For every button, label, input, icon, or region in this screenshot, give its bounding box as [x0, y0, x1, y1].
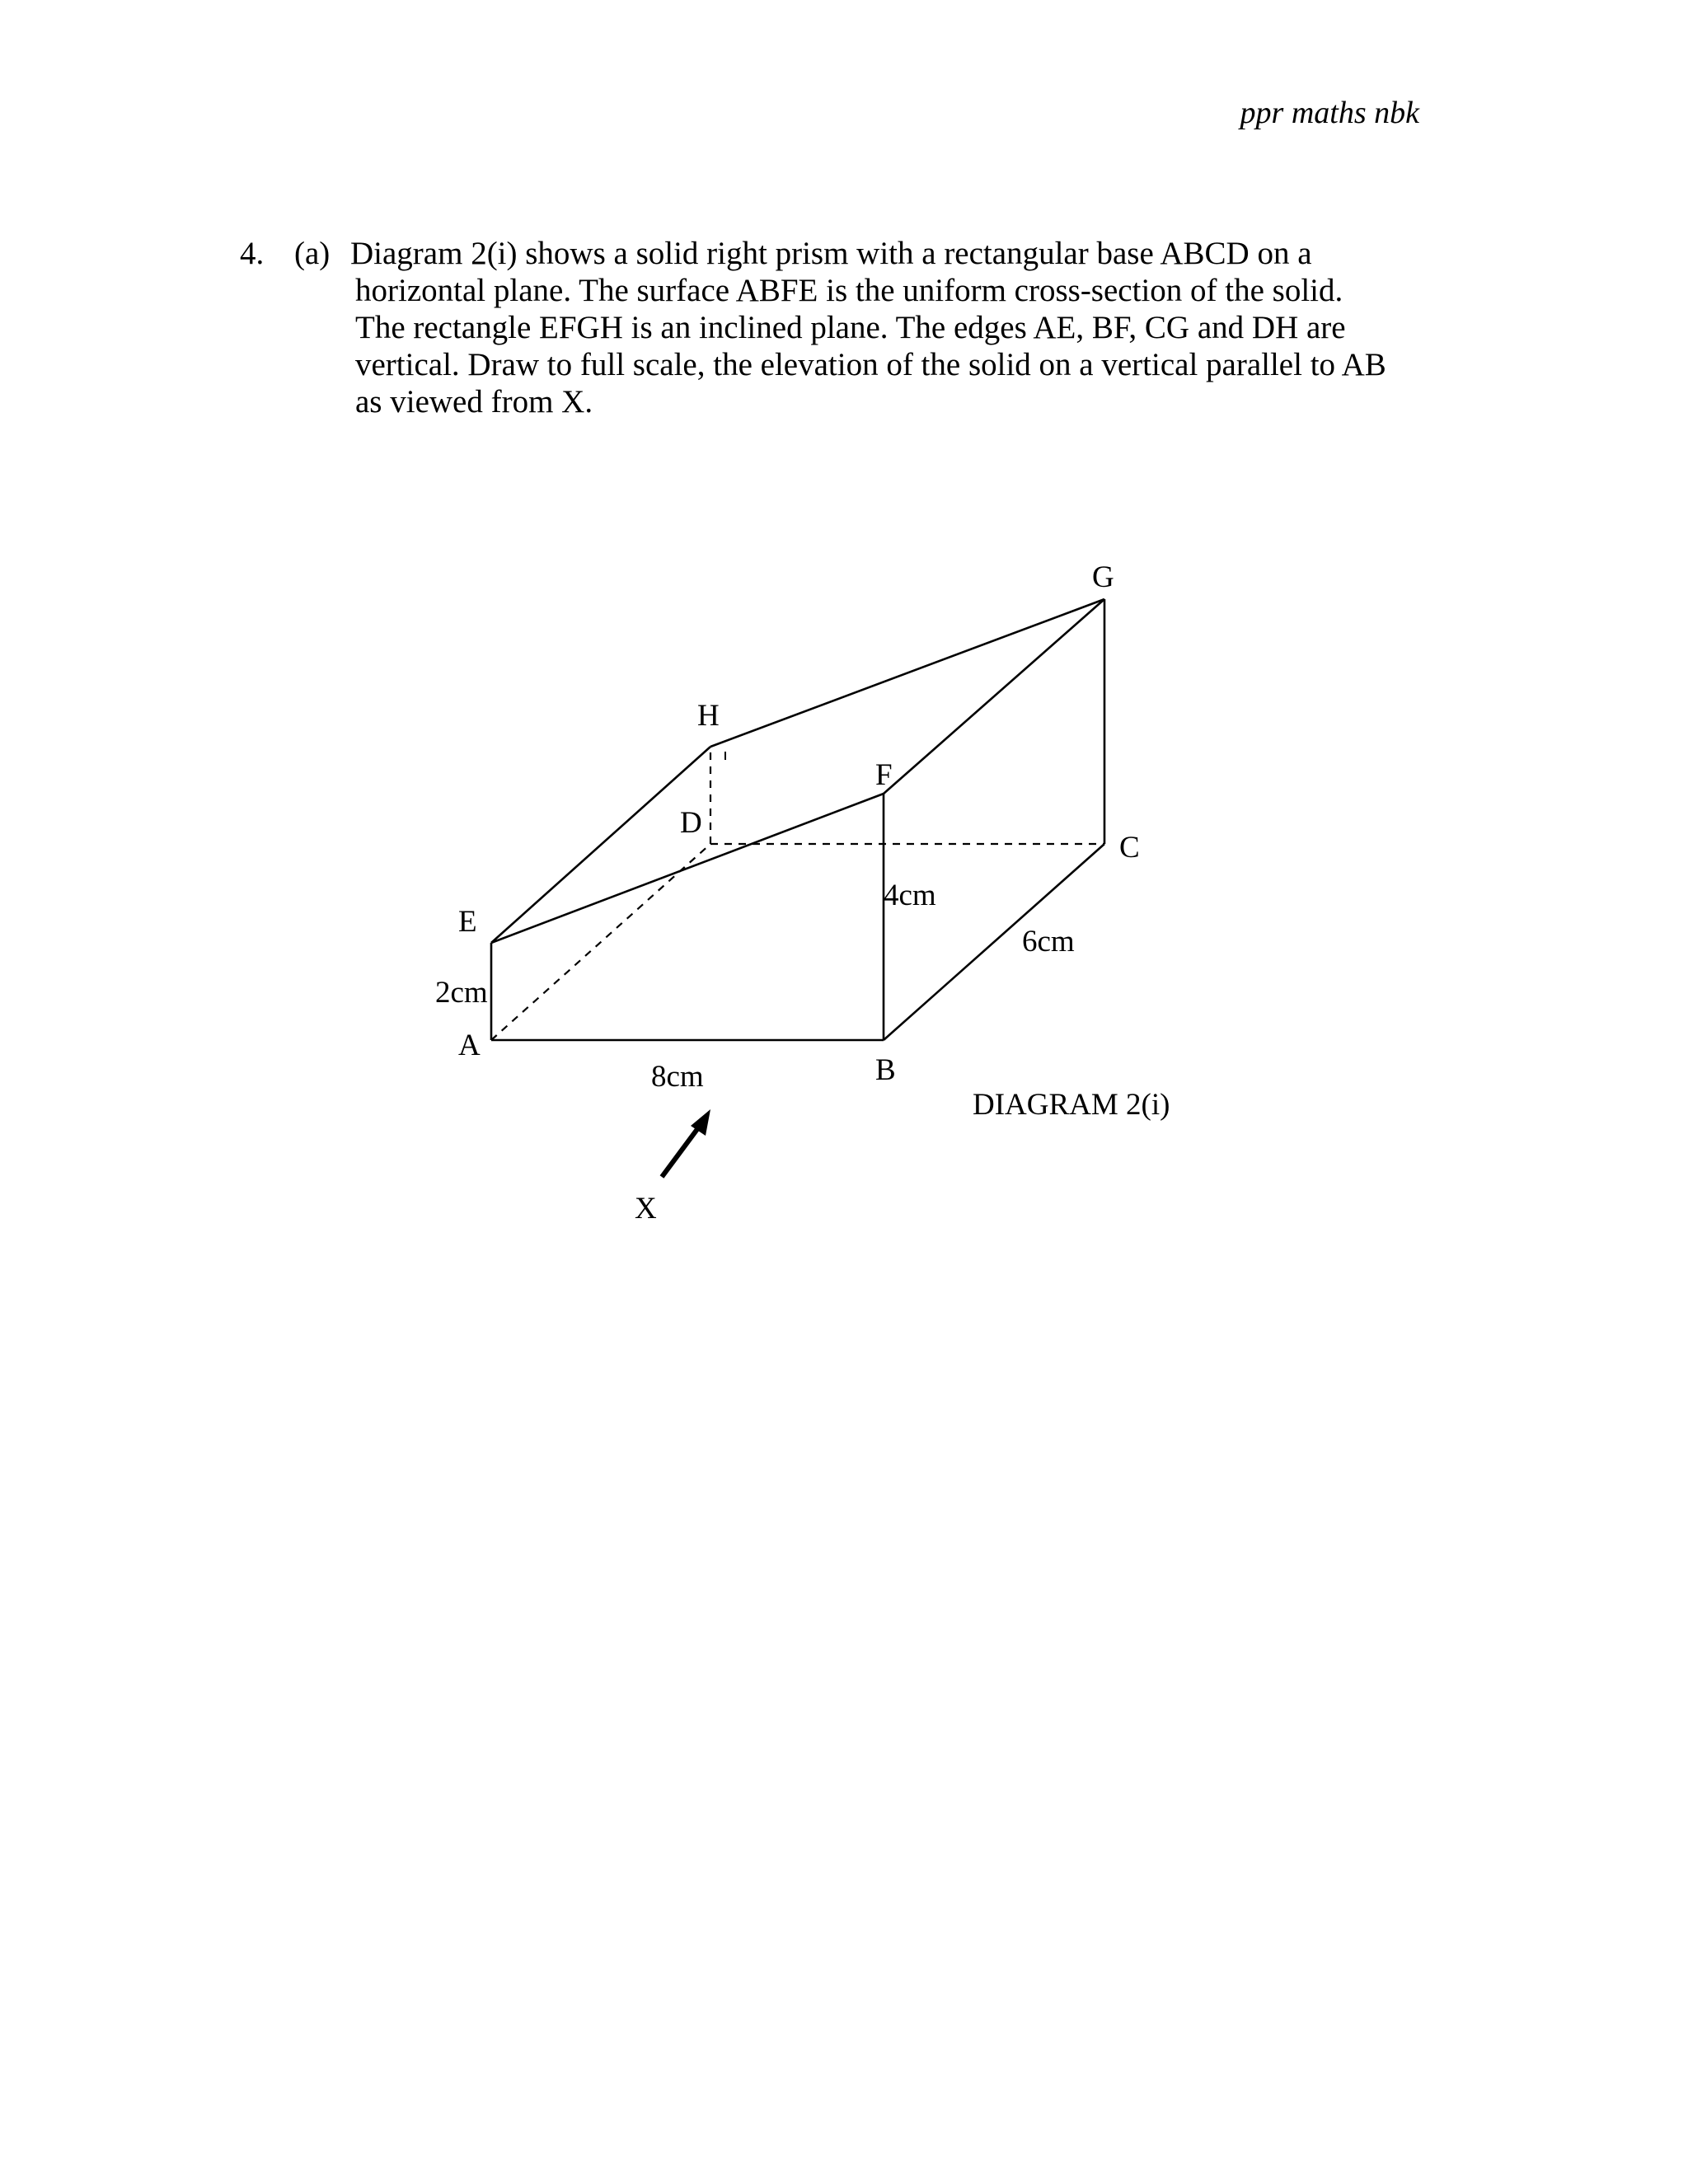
edge-FG: [884, 599, 1104, 794]
vertex-label-C: C: [1119, 831, 1140, 865]
diagram-caption: DIAGRAM 2(i): [973, 1088, 1170, 1122]
question-line: as viewed from X.: [355, 384, 593, 419]
question-line: vertical. Draw to full scale, the elevation of the solid on a vertical parallel to AB: [355, 347, 1386, 382]
dimension-label-BF: 4cm: [884, 879, 936, 912]
dimension-label-AB: 8cm: [651, 1060, 704, 1094]
vertex-label-A: A: [458, 1029, 481, 1062]
question-line: horizontal plane. The surface ABFE is the uniform cross-section of the solid.: [355, 273, 1343, 308]
vertex-label-E: E: [458, 905, 477, 939]
question-number: 4.: [240, 236, 265, 271]
vertex-label-B: B: [875, 1053, 896, 1087]
dimension-label-AE: 2cm: [435, 976, 488, 1010]
header-note: ppr maths nbk: [1240, 96, 1419, 130]
vertex-label-H: H: [697, 699, 720, 733]
dimension-label-BC: 6cm: [1022, 925, 1075, 958]
vertex-label-D: D: [680, 806, 702, 840]
vertex-label-G: G: [1092, 560, 1114, 594]
vertex-label-F: F: [875, 758, 893, 792]
question-line: The rectangle EFGH is an inclined plane. The edges AE, BF, CG and DH are: [355, 310, 1346, 345]
question-part: (a): [294, 236, 331, 271]
edge-EH: [491, 747, 710, 943]
view-arrow-shaft: [662, 1126, 700, 1177]
question-line: Diagram 2(i) shows a solid right prism with a rectangular base ABCD on a: [350, 236, 1312, 271]
view-label: X: [635, 1192, 657, 1226]
edge-HG: [710, 599, 1104, 747]
hidden-edge-AD: [491, 844, 710, 1040]
